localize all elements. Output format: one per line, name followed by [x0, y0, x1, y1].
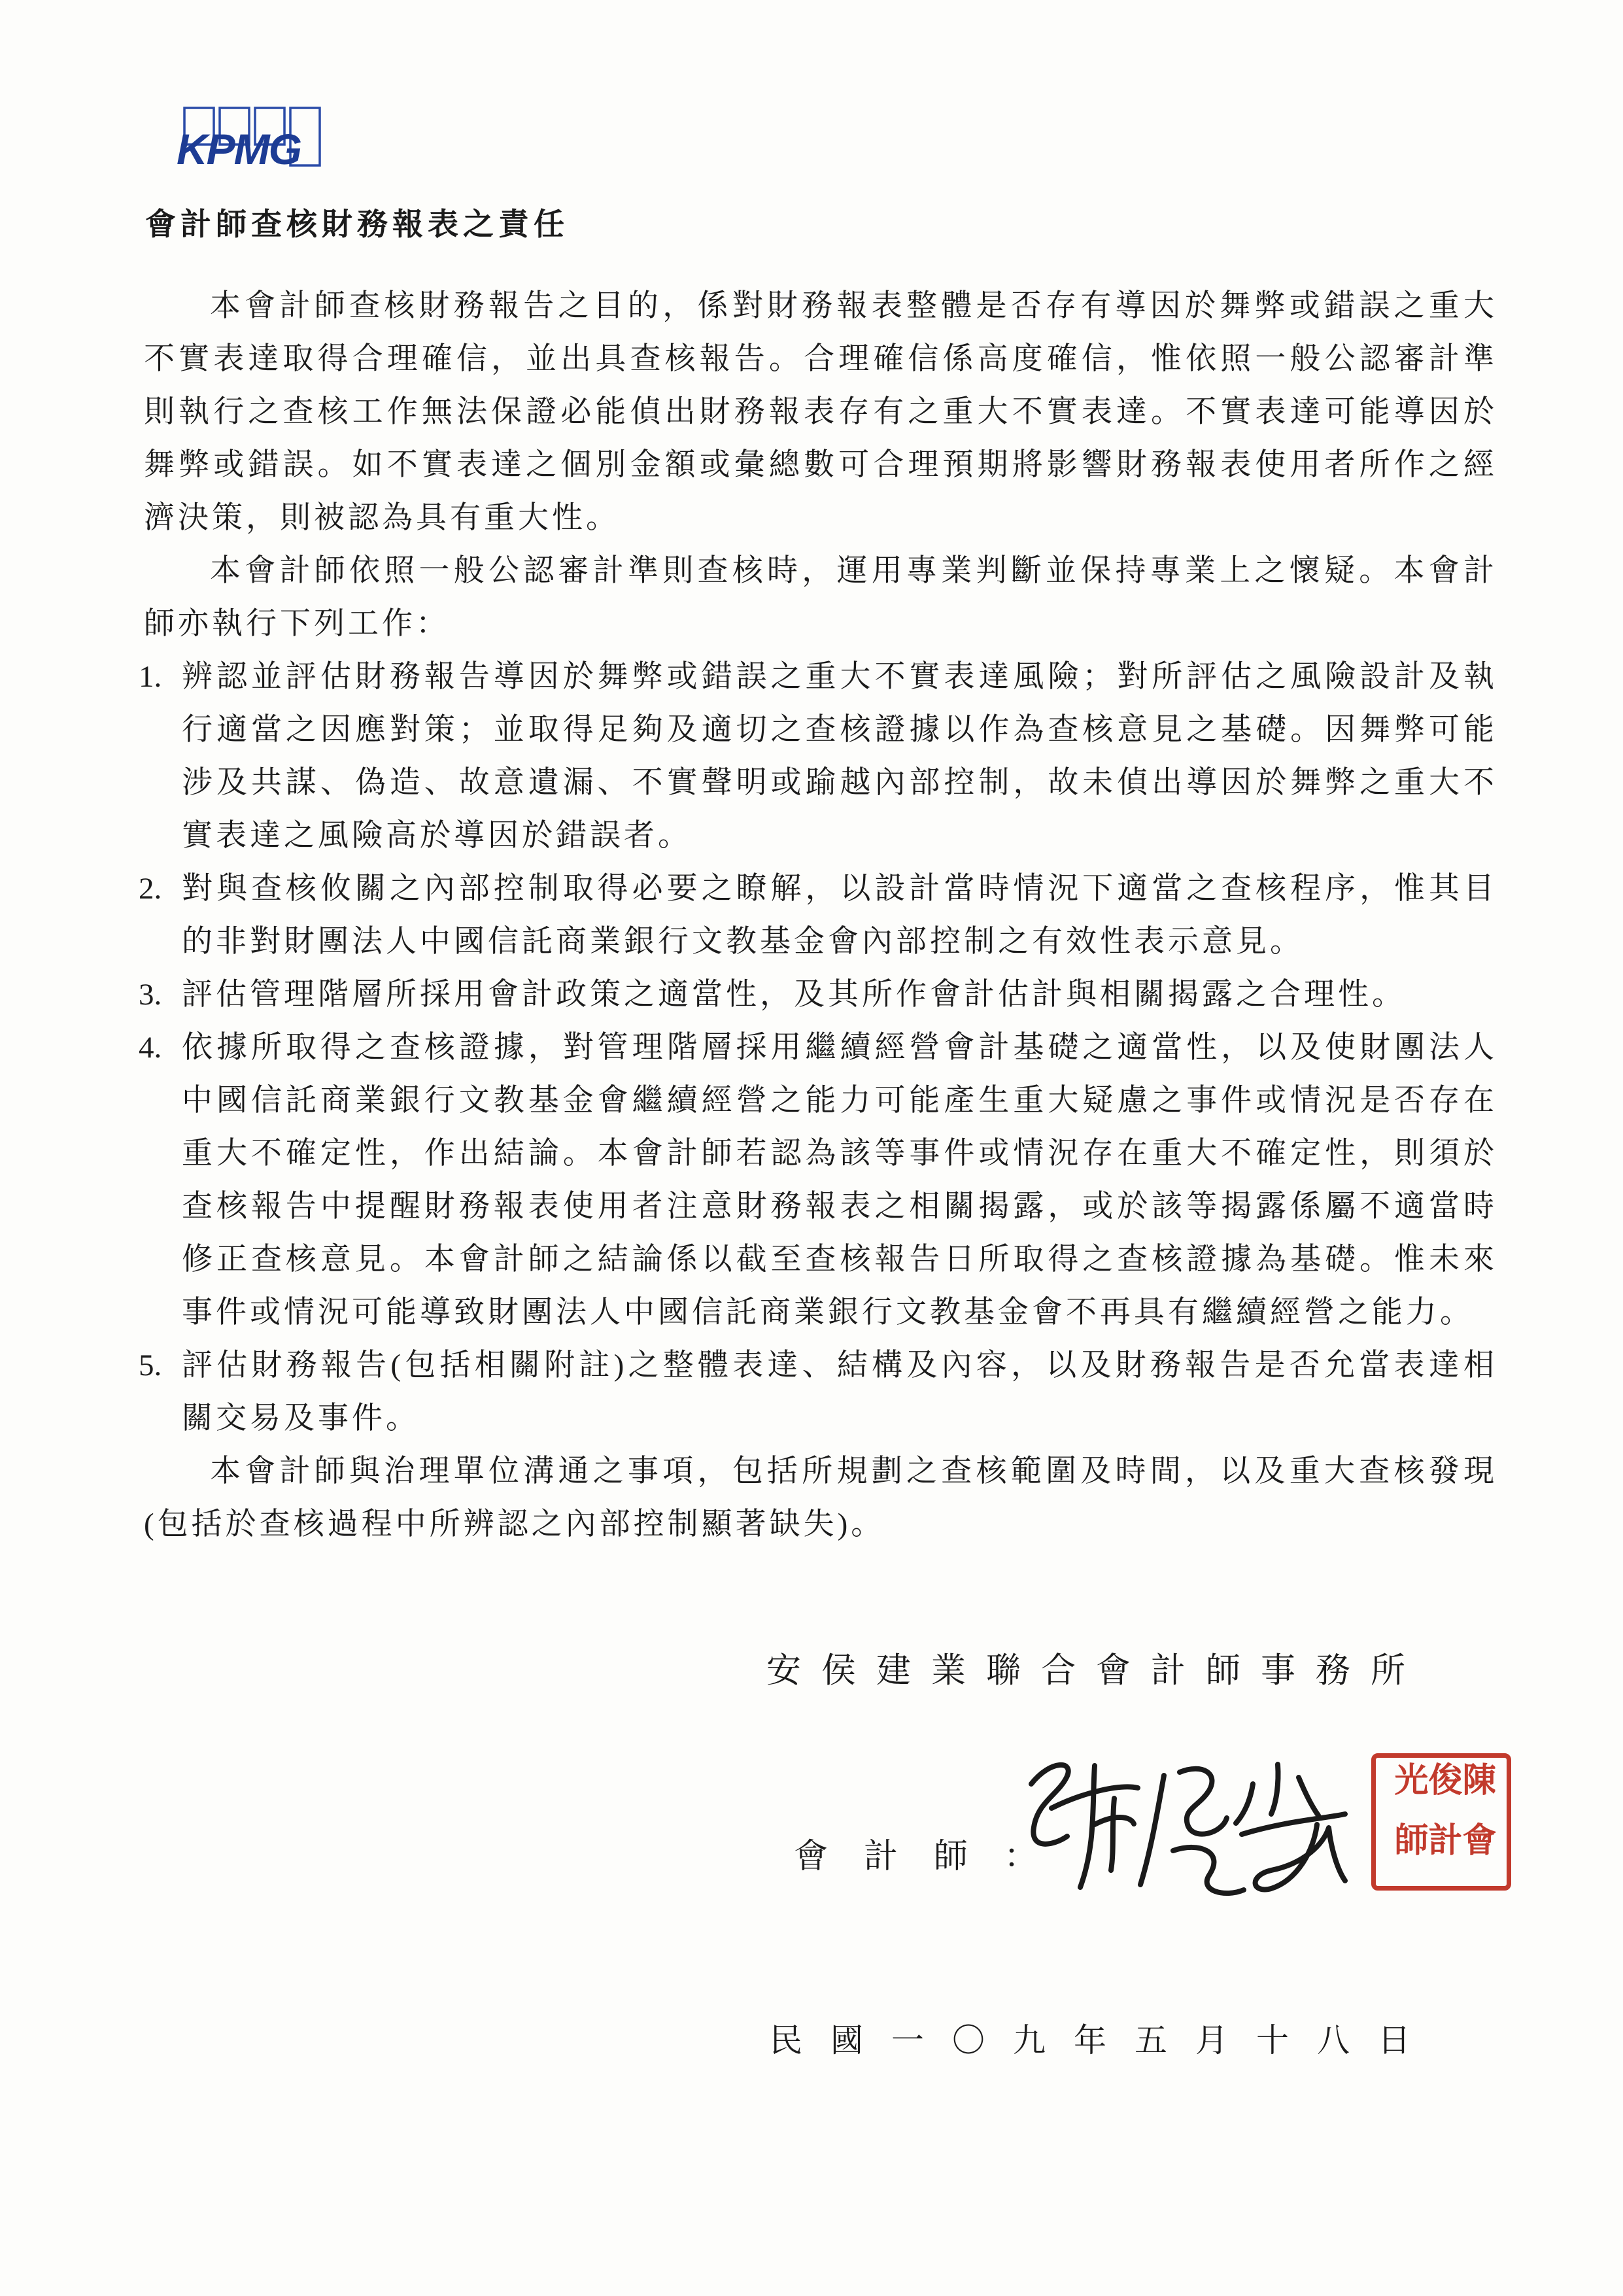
handwritten-signature-strokes [1015, 1745, 1355, 1908]
list-item [137, 1021, 1497, 1339]
report-body [137, 280, 1497, 1551]
list-item-number: 2. [139, 872, 162, 906]
list-item-text: 對與查核攸關之內部控制取得必要之瞭解，以設計當時情況下適當之查核程序，惟其目的非對財團法人中國信託商業銀行文教基金會內部控制之有效性表示意見。 [182, 872, 1497, 959]
kpmg-logo [177, 107, 331, 171]
paragraph-professional-judgment: 本會計師依照一般公認審計準則查核時，運用專業判斷並保持專業上之懷疑。本會計師亦執行下列工作： [144, 554, 1497, 641]
list-item-number: 3. [139, 978, 162, 1012]
seal-column-left: 會計師 [1389, 1822, 1494, 1860]
paragraph-audit-objective: 本會計師查核財務報告之目的，係對財務報表整體是否存有導因於舞弊或錯誤之重大不實表達取得合理確信，並出具查核報告。合理確信係高度確信，惟依照一般公認審計準則執行之查核工作無法保證必能偵出財務報表存有之重大不實表達。不實表達可能導因於舞弊或錯誤。如不實表達之個別金額或彙總數可合理預期將影響財務報表使用者所作之經濟決策，則被認為具有重大性。 [144, 289, 1497, 535]
seal-column-right: 陳俊光 [1389, 1762, 1494, 1800]
accountant-signature [1015, 1745, 1355, 1908]
list-item-text: 評估財務報告(包括相關附註)之整體表達、結構及內容，以及財務報告是否允當表達相關交易及事件。 [182, 1348, 1497, 1435]
audit-work-list [137, 651, 1497, 1445]
list-item-text: 評估管理階層所採用會計政策之適當性，及其所作會計估計與相關揭露之合理性。 [182, 978, 1406, 1012]
list-item-number: 4. [139, 1031, 162, 1065]
list-item-text: 依據所取得之查核證據，對管理階層採用繼續經營會計基礎之適當性，以及使財團法人中國信託商業銀行文教基金會繼續經營之能力可能產生重大疑慮之事件或情況是否存在重大不確定性，作出結論。本會計師若認為該等事件或情況存在重大不確定性，則須於查核報告中提醒財務報表使用者注意財務報表之相關揭露，或於該等揭露係屬不適當時修正查核意見。本會計師之結論係以截至查核報告日所取得之查核證據為基礎。惟未來事件或情況可能導致財團法人中國信託商業銀行文教基金會不再具有繼續經營之能力。 [182, 1031, 1497, 1329]
list-item [137, 1339, 1497, 1445]
list-item [137, 863, 1497, 968]
kpmg-logo-text: KPMG [177, 125, 301, 171]
list-item [137, 651, 1497, 863]
list-item-number: 5. [139, 1348, 162, 1382]
firm-name: 安侯建業聯合會計師事務所 [766, 1652, 1426, 1690]
report-date: 民國一〇九年五月十八日 [770, 2022, 1439, 2059]
accountant-label: 會計師： [794, 1838, 1074, 1876]
list-item [137, 968, 1497, 1021]
list-item-number: 1. [139, 660, 162, 694]
accountant-seal [1371, 1753, 1511, 1891]
paragraph-governance-communication: 本會計師與治理單位溝通之事項，包括所規劃之查核範圍及時間，以及重大查核發現(包括於查核過程中所辨認之內部控制顯著缺失)。 [144, 1454, 1497, 1541]
kpmg-logo-graphic [177, 107, 331, 171]
page-title: 會計師查核財務報表之責任 [145, 208, 569, 242]
list-item-text: 辨認並評估財務報告導因於舞弊或錯誤之重大不實表達風險；對所評估之風險設計及執行適當之因應對策；並取得足夠及適切之查核證據以作為查核意見之基礎。因舞弊可能涉及共謀、偽造、故意遺漏、不實聲明或踰越內部控制，故未偵出導因於舞弊之重大不實表達之風險高於導因於錯誤者。 [182, 660, 1497, 853]
